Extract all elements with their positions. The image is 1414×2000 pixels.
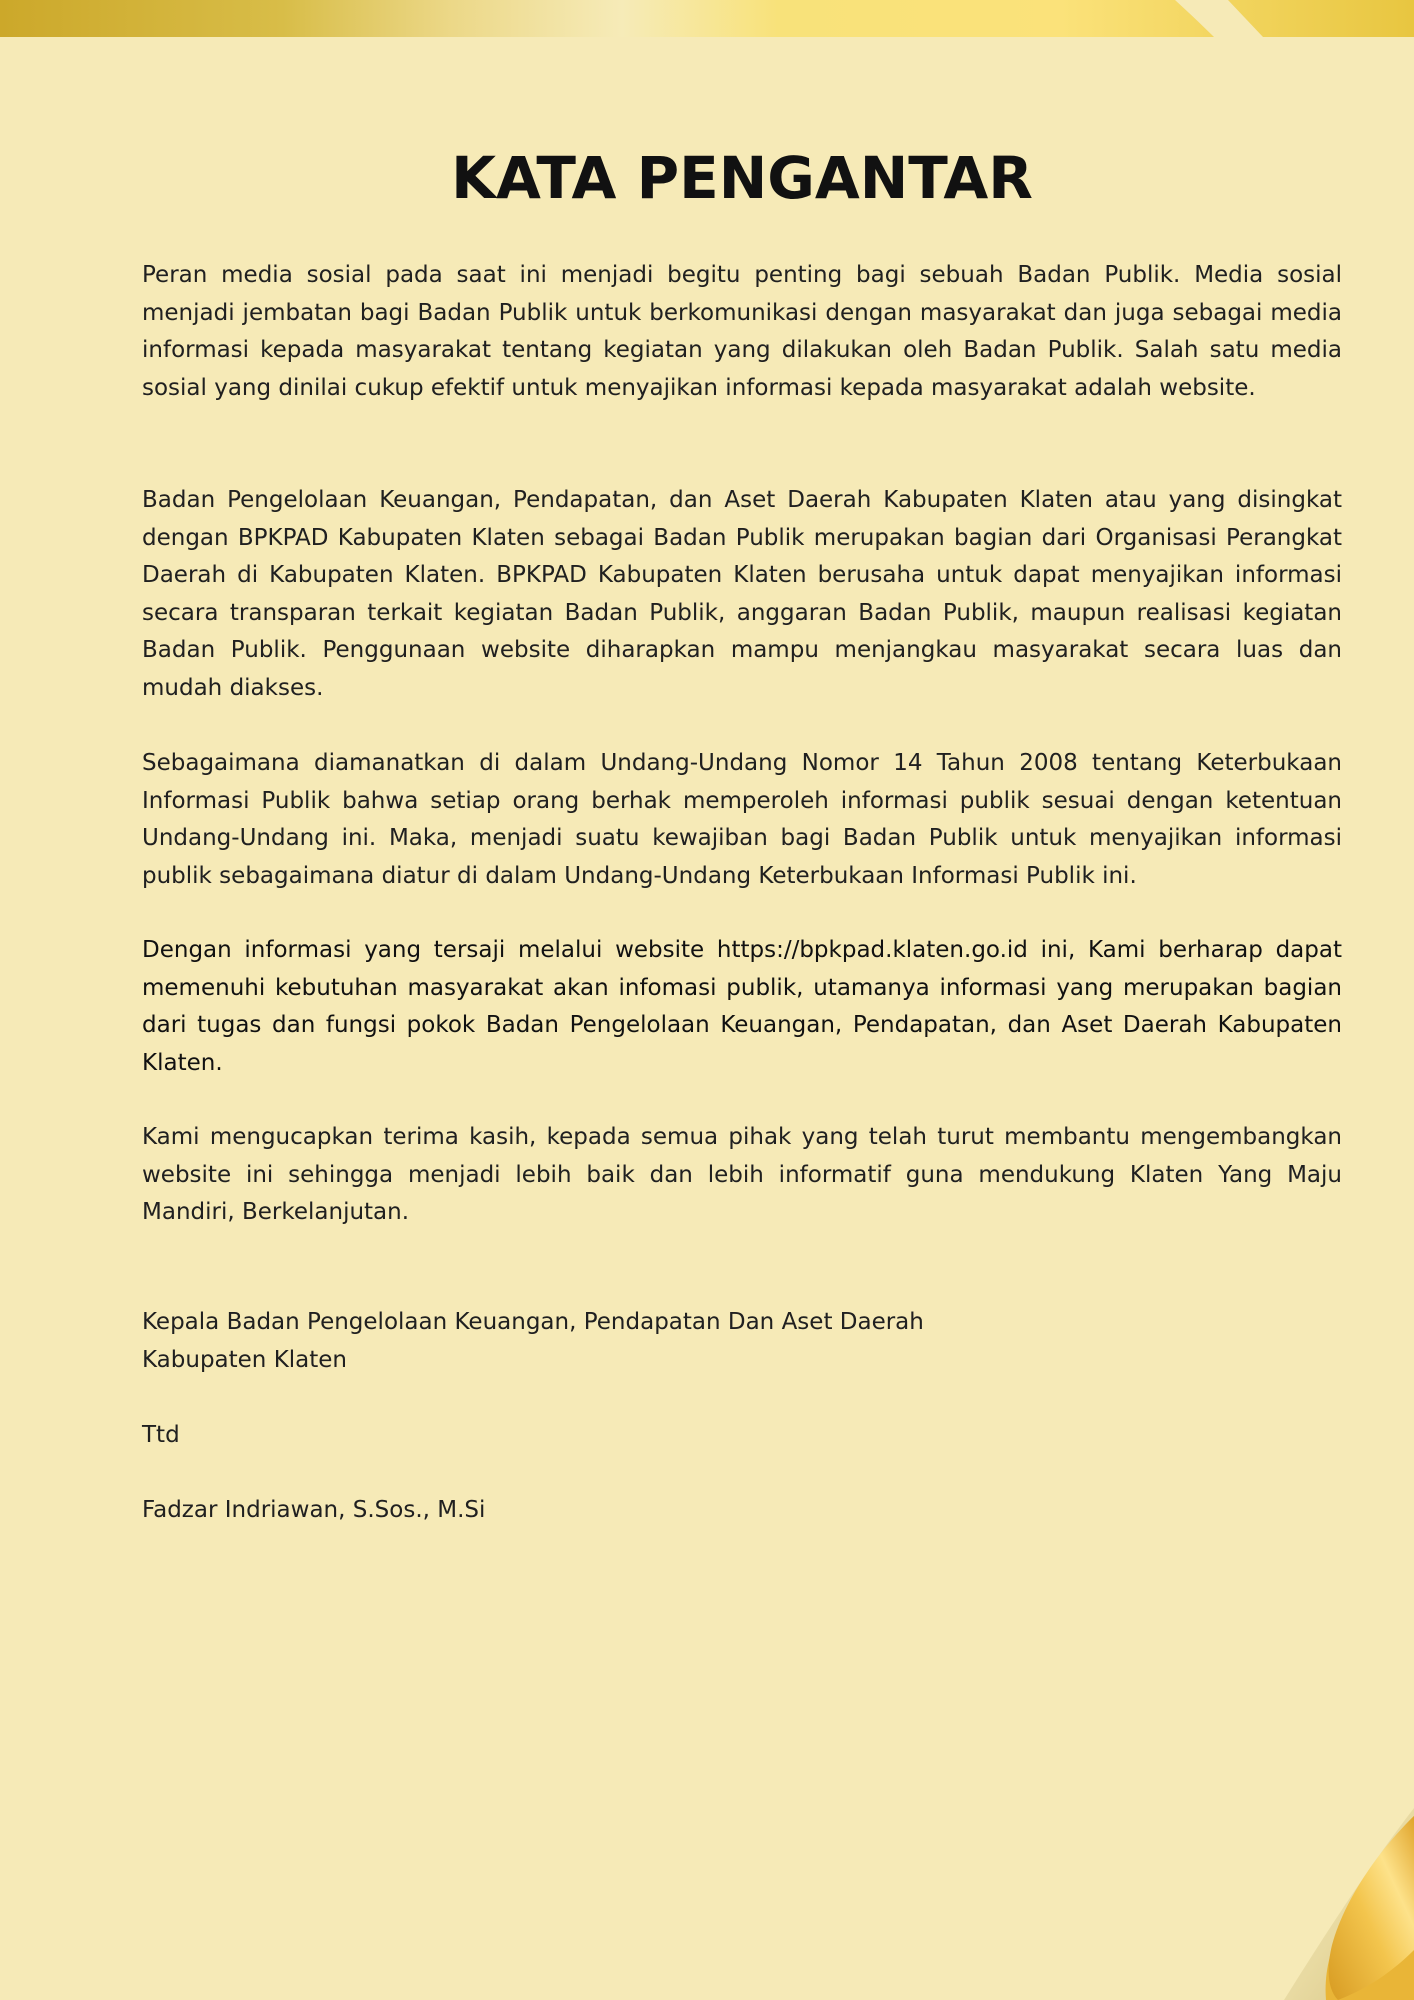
page-title: KATA PENGANTAR [451,144,1033,212]
page-curl-corner [1214,1800,1414,2000]
paragraph-3: Sebagaimana diamanatkan di dalam Undang-Undang Nomor 14 Tahun 2008 tentang Keterbukaan Informasi Publik bahwa setiap orang berhak memperoleh informasi publik sesuai dengan ketentuan Undang-Undang ini. Maka, menjadi suatu kewajiban bagi Badan Publik untuk menyajikan informasi publik sebagaimana diatur di dalam Undang-Undang Keterbukaan Informasi Publik ini. [142,750,1342,889]
paragraph-5: Kami mengucapkan terima kasih, kepada semua pihak yang telah turut membantu mengembangkan website ini sehingga menjadi lebih baik dan lebih informatif guna mendukung Klaten Yang Maju Mandiri, Berkelanjutan. [142,1124,1342,1225]
signature-name: Fadzar Indriawan, S.Sos., M.Si [142,1497,486,1523]
signature-ttd: Ttd [142,1422,180,1448]
paragraph-1: Peran media sosial pada saat ini menjadi begitu penting bagi sebuah Badan Publik. Media sosial menjadi jembatan bagi Badan Publik untuk berkomunikasi dengan masyarakat dan juga sebagai media informasi kepada masyarakat tentang kegiatan yang dilakukan oleh Badan Publik. Salah satu media sosial yang dinilai cukup efektif untuk menyajikan informasi kepada masyarakat adalah website. [142,262,1342,401]
signature-title-line2: Kabupaten Klaten [142,1347,348,1373]
signature-title-line1: Kepala Badan Pengelolaan Keuangan, Pendapatan Dan Aset Daerah [142,1309,924,1335]
decorative-gold-top-band [0,0,1414,37]
paragraph-2: Badan Pengelolaan Keuangan, Pendapatan, dan Aset Daerah Kabupaten Klaten atau yang disingkat dengan BPKPAD Kabupaten Klaten sebagai Badan Publik merupakan bagian dari Organisasi Perangkat Daerah di Kabupaten Klaten. BPKPAD Kabupaten Klaten berusaha untuk dapat menyajikan informasi secara transparan terkait kegiatan Badan Publik, anggaran Badan Publik, maupun realisasi kegiatan Badan Publik. Penggunaan website diharapkan mampu menjangkau masyarakat secara luas dan mudah diakses. [142,487,1342,701]
paragraph-4: Dengan informasi yang tersaji melalui website https://bpkpad.klaten.go.id ini, Kami berharap dapat memenuhi kebutuhan masyarakat akan infomasi publik, utamanya informasi yang merupakan bagian dari tugas dan fungsi pokok Badan Pengelolaan Keuangan, Pendapatan, dan Aset Daerah Kabupaten Klaten. [142,937,1342,1076]
